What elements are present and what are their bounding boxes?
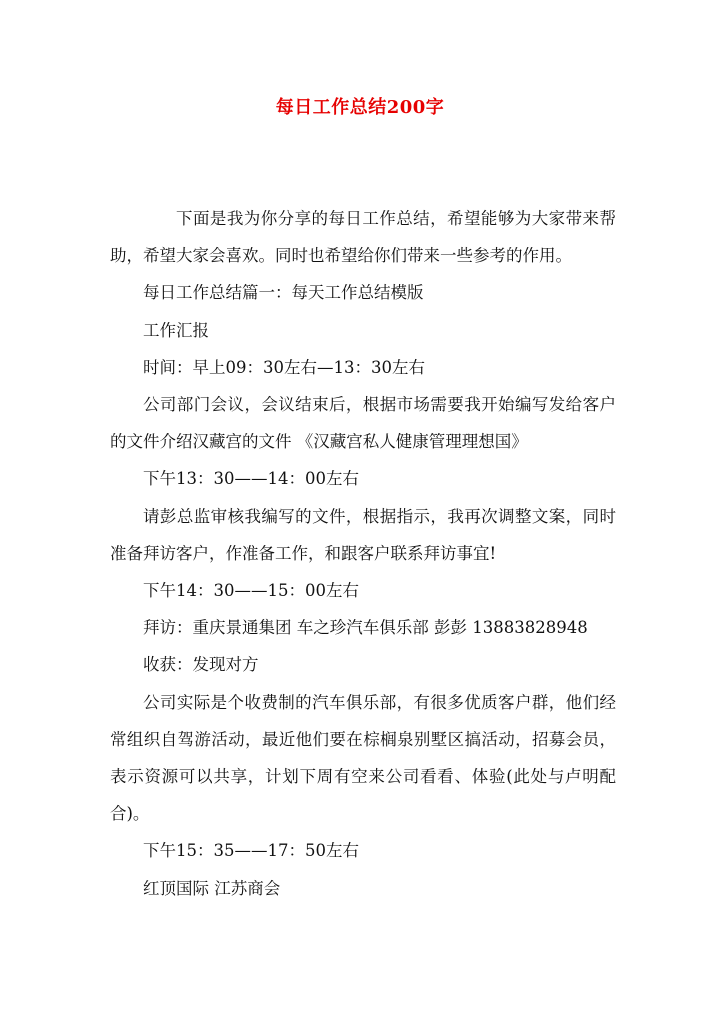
intro-paragraph: 下面是我为你分享的每日工作总结，希望能够为大家带来帮助，希望大家会喜欢。同时也希望给你们带来一些参考的作用。 (110, 209, 616, 266)
document-title: 每日工作总结200字 (275, 97, 445, 118)
organization-line: 红顶国际 江苏商会 (143, 878, 281, 898)
body-paragraph: 公司部门会议，会议结束后，根据市场需要我开始编写发给客户的文件介绍汉藏宫的文件 《汉藏宫私人健康管理理想国》 (110, 395, 616, 452)
document-body (110, 200, 616, 907)
visit-line: 拜访：重庆景通集团 车之珍汽车俱乐部 彭彭 13883828948 (143, 618, 588, 638)
time-line: 下午15：35——17：50左右 (143, 841, 359, 861)
body-paragraph: 请彭总监审核我编写的文件，根据指示，我再次调整文案，同时准备拜访客户，作准备工作，和跟客户联系拜访事宜! (110, 506, 616, 563)
gain-line: 收获：发现对方 (143, 655, 259, 675)
report-heading: 工作汇报 (143, 320, 209, 340)
time-line: 时间：早上09：30左右—13：30左右 (143, 357, 425, 377)
body-paragraph: 公司实际是个收费制的汽车俱乐部，有很多优质客户群，他们经常组织自驾游活动，最近他们要在棕榈泉别墅区搞活动，招募会员，表示资源可以共享，计划下周有空来公司看看、体验(此处与卢明配合)。 (110, 692, 616, 824)
section-heading: 每日工作总结篇一：每天工作总结模版 (143, 283, 424, 303)
time-line: 下午13：30——14：00左右 (143, 469, 359, 489)
time-line: 下午14：30——15：00左右 (143, 581, 359, 601)
